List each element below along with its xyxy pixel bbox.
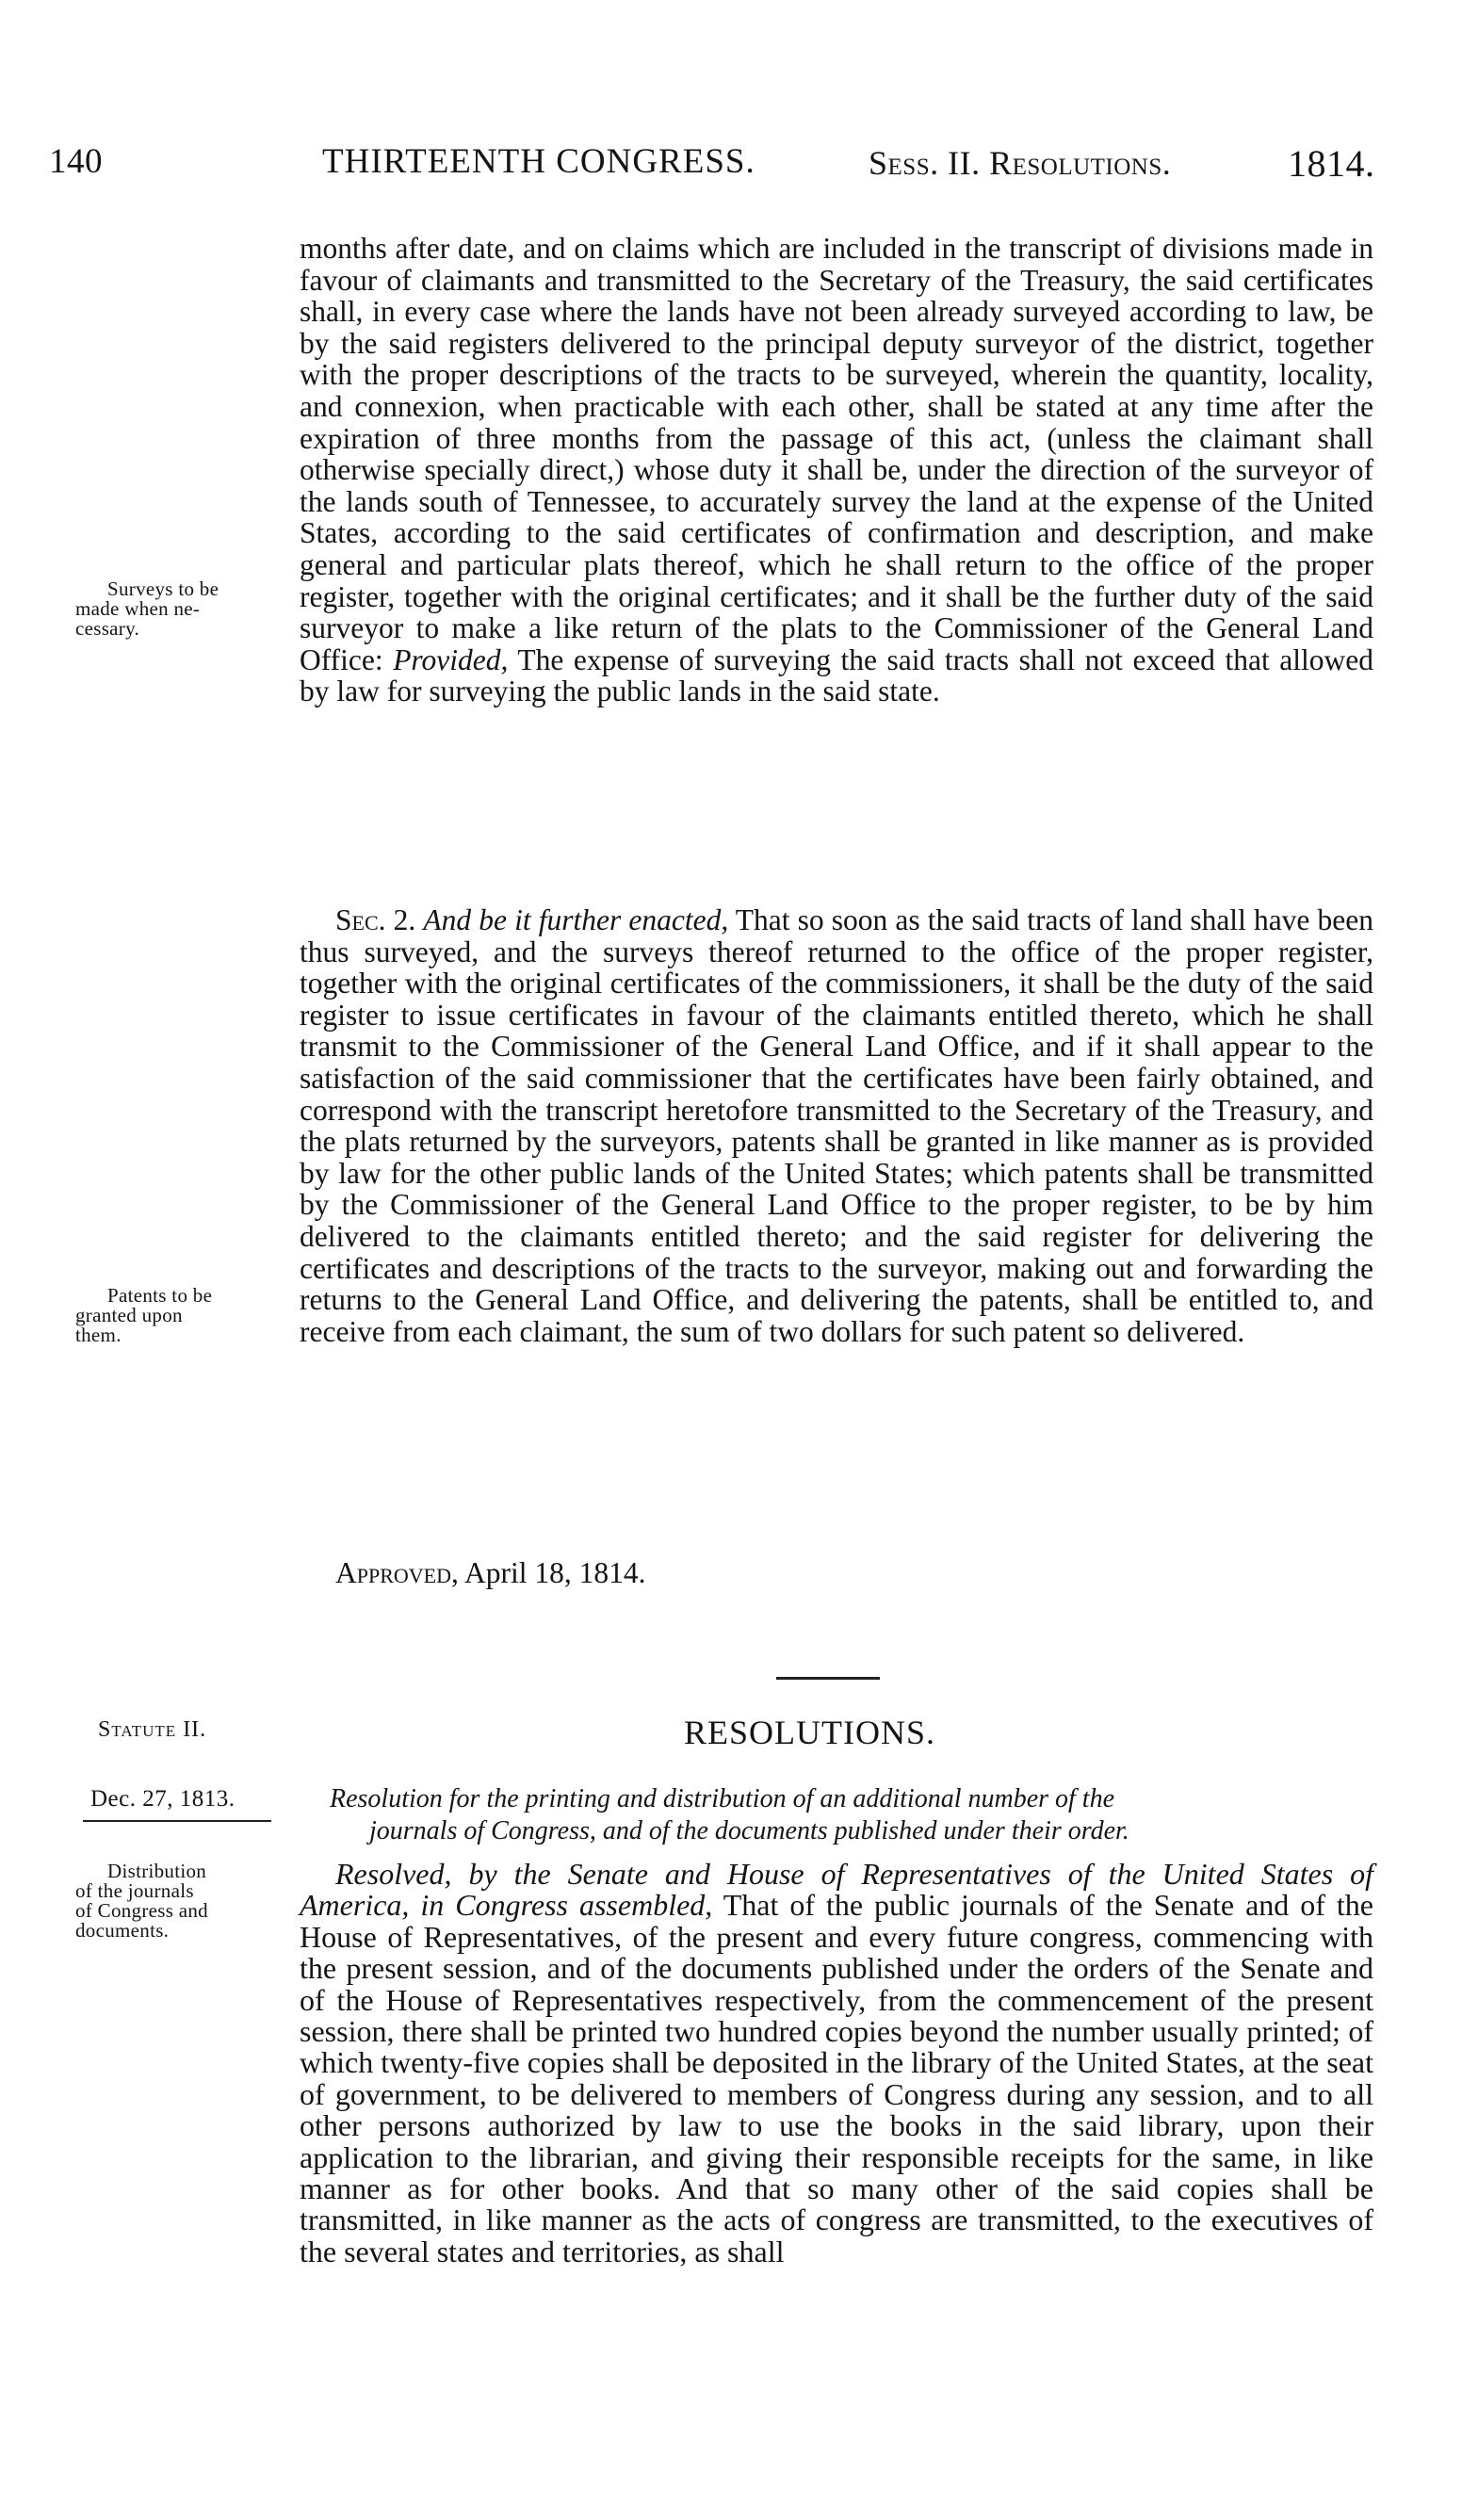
paragraph-text <box>300 904 1373 1347</box>
congress-title: THIRTEENTH CONGRESS. <box>322 142 755 181</box>
caption-line-1: Resolution for the printing and distribution of an additional number of the <box>330 1784 1114 1813</box>
statute-label: Statute II. <box>98 1717 207 1742</box>
running-head <box>49 141 1375 198</box>
resolved-clause: Resolved, by the Senate and House of Representatives of the United States of America, in Congress assembled, <box>300 1857 1373 1923</box>
approved-date: April 18, 1814. <box>464 1556 646 1589</box>
sidenote-line: granted upon <box>75 1304 183 1326</box>
sidenote-distribution <box>75 1862 292 1941</box>
sec2-text: That so soon as the said tracts of land shall have been thus surveyed, and the surveys thereof returned to the office of the proper register, together with the original certificates of the commissioners, it shall be the duty of the said register to issue certificates in favour of the claimants entitled thereto, which he shall transmit to the Commissioner of the General Land Office, and if it shall appear to the satisfaction of the said commissioner that the certificates have been fairly obtained, and correspond with the transcript heretofore transmitted to the Secretary of the Treasury, and the plats returned by the surveyors, patents shall be granted in like manner as is provided by law for the other public lands of the United States; which patents shall be transmitted by the Commissioner of the General Land Office to the proper register, to be by him delivered to the claimants entitled thereto; and the said register for delivering the certificates and descriptions of the tracts to the surveyor, making out and forwarding the returns to the General Land Office, and delivering the patents, shall be entitled to, and receive from each claimant, the sum of two dollars for such patent so delivered. <box>300 903 1373 1348</box>
sidenote-line: of Congress and <box>75 1899 208 1922</box>
section-label: Sec. 2. <box>335 903 416 936</box>
date-underline <box>83 1820 271 1822</box>
resolution-text: That of the public journals of the Senate and of the House of Representatives, of the present and every future congress, commencing with the present session, and of the documents published under the orders of the Senate and of the House of Representatives respectively, from the commencement of the present session, there shall be printed two hundred copies beyond the number usually printed; of which twenty-five copies shall be deposited in the library of the United States, at the seat of government, to be delivered to members of Congress during any session, and to all other persons authorized by law to use the books in the said library, upon their application to the librarian, and giving their responsible receipts for the same, in like manner as for other books. And that so many other of the said copies shall be transmitted, in like manner as the acts of congress are transmitted, to the executives of the several states and territories, as shall <box>300 1888 1373 2268</box>
resolution-body <box>300 1859 1373 2268</box>
sidenote-line: made when ne- <box>75 597 201 620</box>
resolution-caption <box>330 1783 1366 1847</box>
paragraph-text <box>300 233 1373 707</box>
sidenote-patents <box>75 1286 292 1345</box>
sidenote-line: documents. <box>75 1919 170 1942</box>
body-paragraph-sec2 <box>300 904 1373 1347</box>
p1-end-text: The expense of surveying the said tracts shall not exceed that allowed by law for surveying the public lands in the said state. <box>300 642 1373 708</box>
section-divider <box>776 1677 880 1680</box>
sidenote-line: of the journals <box>75 1879 194 1902</box>
sidenote-line: Patents to be <box>107 1284 213 1307</box>
sidenote-line: cessary. <box>75 617 140 640</box>
approved-line <box>335 1556 646 1590</box>
sidenote-surveys <box>75 579 292 639</box>
body-paragraph-1 <box>300 233 1373 707</box>
sidenote-line: them. <box>75 1324 122 1346</box>
p1-text: months after date, and on claims which are included in the transcript of divisions made in favour of claimants and transmitted to the Secretary of the Treasury, the said certificates shall, in every case where the lands have not been already surveyed according to law, be by the said registers delivered to the principal deputy surveyor of the district, together with the proper descriptions of the tracts to be surveyed, wherein the quantity, locality, and connexion, when practicable with each other, shall be stated at any time after the expiration of three months from the passage of this act, (unless the claimant shall otherwise specially direct,) whose duty it shall be, under the direction of the surveyor of the lands south of Tennessee, to accurately survey the land at the expense of the United States, according to the said certificates of confirmation and description, and make general and particular plats thereof, which he shall return to the office of the proper register, together with the original certificates; and it shall be the further duty of the said surveyor to make a like return of the plats to the Commissioner of the General Land Office: <box>300 232 1373 676</box>
session-label: Sess. II. Resolutions. <box>869 144 1172 182</box>
approved-label: Approved, <box>335 1556 459 1589</box>
header-year: 1814. <box>1288 142 1375 185</box>
page-number: 140 <box>49 142 103 181</box>
paragraph-text <box>300 1859 1373 2268</box>
provided-word: Provided, <box>393 642 509 676</box>
enacting-clause: And be it further enacted, <box>423 903 729 936</box>
caption-line-2: journals of Congress, and of the documents published under their order. <box>369 1816 1129 1845</box>
resolution-date: Dec. 27, 1813. <box>90 1786 236 1812</box>
sidenote-line: Surveys to be <box>107 577 219 600</box>
sidenote-line: Distribution <box>107 1860 207 1882</box>
resolutions-heading: RESOLUTIONS. <box>684 1714 936 1751</box>
